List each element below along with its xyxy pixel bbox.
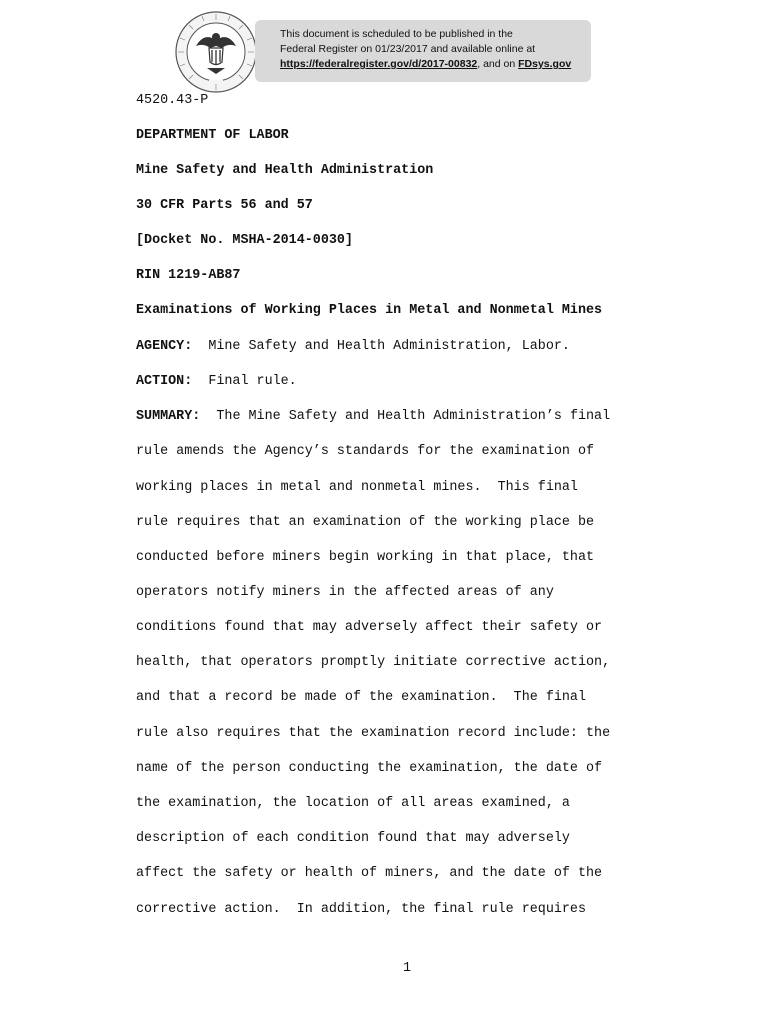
summary-line: description of each condition found that may adversely (136, 831, 570, 846)
document-code: 4520.43-P (136, 93, 209, 108)
federal-register-link[interactable]: https://federalregister.gov/d/2017-00832 (280, 58, 478, 70)
summary-label: SUMMARY: (136, 409, 201, 424)
rule-title: Examinations of Working Places in Metal and Nonmetal Mines (136, 303, 603, 318)
cfr-parts: 30 CFR Parts 56 and 57 (136, 198, 313, 213)
department-heading: DEPARTMENT OF LABOR (136, 128, 289, 143)
action-label: ACTION: (136, 374, 193, 389)
agency-heading: Mine Safety and Health Administration (136, 163, 434, 178)
summary-line: the examination, the location of all areas examined, a (136, 796, 570, 811)
summary-line: rule requires that an examination of the working place be (136, 515, 595, 530)
summary-line: conducted before miners begin working in that place, that (136, 550, 595, 565)
summary-line: health, that operators promptly initiate corrective action, (136, 655, 611, 670)
action-text: Final rule. (192, 374, 297, 389)
summary-line: rule also requires that the examination record include: the (136, 726, 611, 741)
fdsys-link[interactable]: FDsys.gov (518, 58, 572, 70)
agency-label: AGENCY: (136, 339, 193, 354)
publication-notice-banner (255, 20, 591, 82)
summary-line: conditions found that may adversely affect their safety or (136, 620, 603, 635)
notice-separator: , and on (477, 58, 519, 70)
summary-line: corrective action. In addition, the final rule requires (136, 902, 586, 917)
nara-seal-icon (174, 10, 258, 94)
notice-line-1: This document is scheduled to be published in the (280, 28, 513, 40)
summary-line: and that a record be made of the examination. The final (136, 690, 586, 705)
summary-line: rule amends the Agency’s standards for the examination of (136, 444, 595, 459)
notice-line-3 (280, 57, 571, 72)
rin-number: RIN 1219-AB87 (136, 268, 241, 283)
summary-first-line (136, 409, 610, 425)
summary-line: operators notify miners in the affected areas of any (136, 585, 554, 600)
page-number: 1 (402, 961, 412, 976)
summary-first-text: The Mine Safety and Health Administration’s final (200, 409, 611, 424)
docket-number: [Docket No. MSHA-2014-0030] (136, 233, 353, 248)
publication-notice-text (280, 27, 571, 72)
action-line (136, 374, 297, 390)
summary-line: name of the person conducting the examination, the date of (136, 761, 603, 776)
notice-line-2: Federal Register on 01/23/2017 and available online at (280, 43, 536, 55)
summary-line: working places in metal and nonmetal mines. This final (136, 480, 578, 495)
agency-text: Mine Safety and Health Administration, Labor. (192, 339, 570, 354)
summary-line: affect the safety or health of miners, and the date of the (136, 866, 603, 881)
agency-line (136, 339, 570, 355)
